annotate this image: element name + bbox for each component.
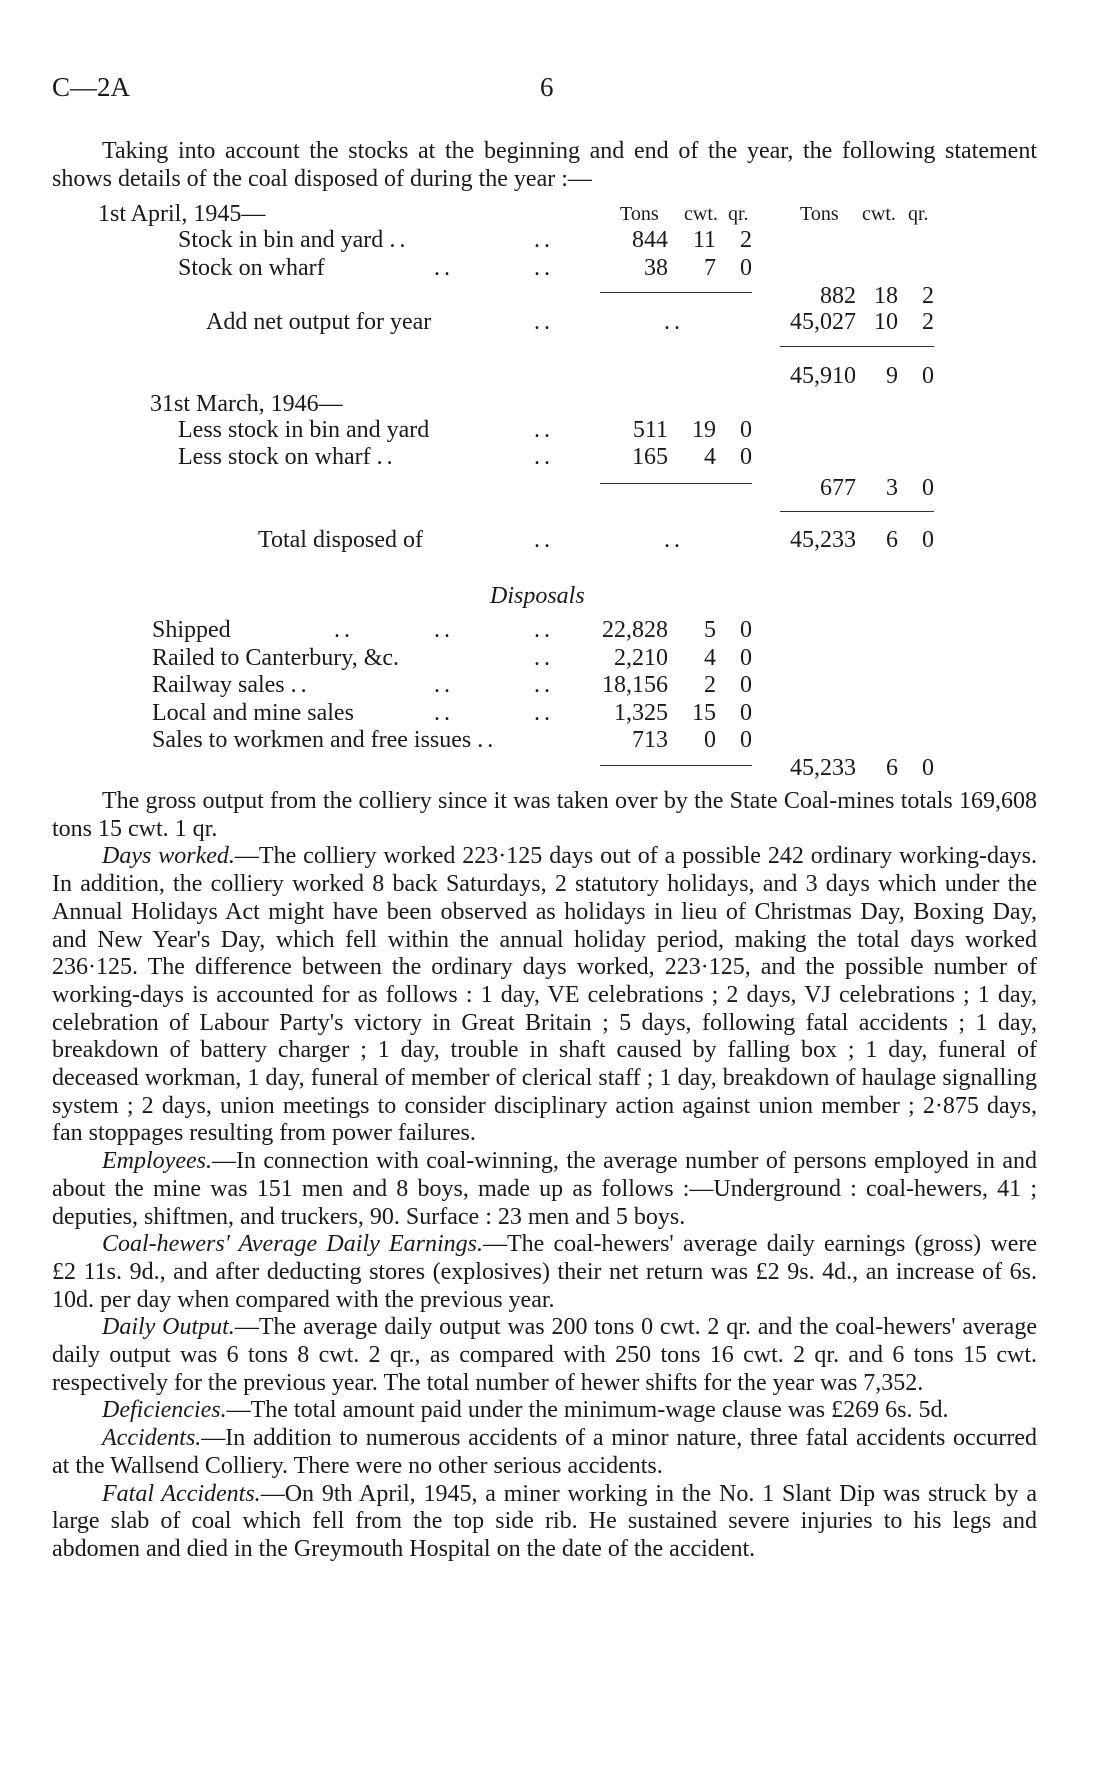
less-wharf-qr: 0 (740, 444, 752, 470)
disposal-cwt-local-mine: 15 (692, 700, 716, 726)
paragraph-days-worked: Days worked.—The colliery worked 223·125 days out of a possible 242 ordinary working-days. In addition, the colliery worked 8 back Saturdays, 2 statutory holidays, and 3 days which under the Annual Holidays Act might have been observed as holidays in lieu of Christmas Day, Boxing Day, and New Year's Day, which fell within the annual holiday period, making the total days worked 236·125. The difference between the ordinary days worked, 223·125, and the possible number of working-days is accounted for as follows : 1 day, VE celebrations ; 2 days, VJ celebrations ; 1 day, celebration of Labour Party's victory in Great Britain ; 5 days, following fatal accidents ; 1 day, breakdown of battery charger ; 1 day, trouble in shaft caused by falling box ; 1 day, funeral of deceased workman, 1 day, funeral of member of clerical staff ; 1 day, breakdown of haulage signalling system ; 2 days, union meetings to consider disciplinary action against union member ; 2·875 days, fan stoppages resulting from power failures. (52, 843, 1037, 1147)
less-bin-label: Less stock in bin and yard (178, 417, 430, 443)
disposal-qr-local-mine: 0 (740, 700, 752, 726)
paragraph-earnings: Coal-hewers' Average Daily Earnings.—The coal-hewers' average daily earnings (gross) were £2 11s. 9d., and after deducting stores (explosives) their net return was £2 9s. 4d., an increase of 6s. 10d. per day when compared with the previous year. (52, 1231, 1037, 1313)
total1-cwt: 9 (886, 363, 898, 389)
disposal-label-workmen: Sales to workmen and free issues .. (152, 727, 498, 753)
page-number: 6 (540, 72, 554, 102)
report-body (52, 788, 1037, 1564)
less-wharf-label: Less stock on wharf .. (178, 444, 397, 470)
heading-earnings: Coal-hewers' Average Daily Earnings. (102, 1231, 483, 1258)
col-head-cwt-1: cwt. (684, 203, 718, 225)
disposal-label-railed: Railed to Canterbury, &c. (152, 645, 400, 671)
less-wharf-cwt: 4 (704, 444, 716, 470)
document-page: C—2A 6 Taking into account the stocks at the beginning and end of the year, the following statement shows details of the coal disposed of during the year :— Tons cwt. qr. Tons cwt. qr. 1st April, 1945— Stock in bin and yard .. .. 844 11 2 Stock on wharf .. .. 38 7 0 882 18 2 Add net output for year .. .. 45,027 10 2 45,910 9 0 31st March, 1946— Less stock in bin and yard .. 511 19 0 Less stock on wharf .. .. 165 4 0 677 3 0 Total disposed of .. .. 45,233 6 0 Disposals Shipped .. .. .. 22,828 5 0 Railed to Canterbury, &c. .. 2,210 4 0 Railway sales .. .. .. 18,156 2 0 Local and mine sales .. .. 1,325 15 0 Sales to workmen and free issues .. 713 0 0 45,233 6 0 The gross output from the colliery since it was taken over by the State Coal-mines totals 169,608 tons 15 cwt. 1 qr. Days worked.—The colliery worked 223·125 days out of a possible 242 ordinary working-days. In addition, the colliery worked 8 back Saturdays, 2 statutory holidays, and 3 days which under the Annual Holidays Act might have been observed as holidays in lieu of Christmas Day, Boxing Day, and New Year's Day, which fell within the annual holiday period, making the total days worked 236·125. The difference between the ordinary days worked, 223·125, and the possible number of working-days is accounted for as follows : 1 day, VE celebrations ; 2 days, VJ celebrations ; 1 day, celebration of Labour Party's victory in Great Britain ; 5 days, following fatal accidents ; 1 day, breakdown of battery charger ; 1 day, trouble in shaft caused by falling box ; 1 day, funeral of deceased workman, 1 day, funeral of member of clerical staff ; 1 day, breakdown of haulage signalling system ; 2 days, union meetings to consider disciplinary action against union member ; 2·875 days, fan stoppages resulting from power failures. Employees.—In connection with coal-winning, the average number of persons employed in and about the mine was 151 men and 8 boys, made up as follows :—Underground : coal-hewers, 41 ; deputies, shiftmen, and truckers, 90. Surface : 23 men and 5 boys. Coal-hewers' Average Daily Earnings.—The coal-hewers' average daily earnings (gross) were £2 11s. 9d., and after deducting stores (explosives) their net return was £2 9s. 4d., an increase of 6s. 10d. per day when compared with the previous year. Daily Output.—The average daily output was 200 tons 0 cwt. 2 qr. and the coal-hewers' average daily output was 6 tons 8 cwt. 2 qr., as compared with 250 tons 16 cwt. 2 qr. and 6 tons 15 cwt. respectively for the previous year. The total number of hewer shifts for the year was 7,352. Deficiencies.—The total amount paid under the minimum-wage clause was £269 6s. 5d. Accidents.—In addition to numerous accidents of a minor nature, three fatal accidents occurred at the Wallsend Colliery. There were no other serious accidents. Fatal Accidents.—On 9th April, 1945, a miner working in the No. 1 Slant Dip was struck by a large slab of coal which fell from the top side rib. He sustained severe injuries to his legs and abdomen and died in the Greymouth Hospital on the date of the accident. (52, 72, 1038, 1562)
paragraph-employees: Employees.—In connection with coal-winning, the average number of persons employed in and about the mine was 151 men and 8 boys, made up as follows :—Underground : coal-hewers, 41 ; deputies, shiftmen, and truckers, 90. Surface : 23 men and 5 boys. (52, 1148, 1037, 1230)
heading-accidents: Accidents. (102, 1425, 202, 1452)
subtotal1-cwt: 18 (874, 283, 898, 309)
paragraph-daily-output: Daily Output.—The average daily output was 200 tons 0 cwt. 2 qr. and the coal-hewers' average daily output was 6 tons 8 cwt. 2 qr., as compared with 250 tons 16 cwt. 2 qr. and 6 tons 15 cwt. respectively for the previous year. The total number of hewer shifts for the year was 7,352. (52, 1314, 1037, 1396)
rule-total-disposed (780, 511, 934, 512)
col-head-tons-2: Tons (800, 203, 839, 225)
subtotal2-tons: 677 (820, 475, 856, 501)
disposals-total-tons: 45,233 (790, 755, 856, 781)
stock-wharf-label: Stock on wharf (178, 255, 325, 281)
total-disposed-qr: 0 (922, 527, 934, 553)
total-disposed-cwt: 6 (886, 527, 898, 553)
disposal-cwt-shipped: 5 (704, 617, 716, 643)
disposal-label-local-mine: Local and mine sales (152, 700, 354, 726)
stock-bin-qr: 2 (740, 227, 752, 253)
total-disposed-tons: 45,233 (790, 527, 856, 553)
disposal-tons-shipped: 22,828 (602, 617, 668, 643)
less-bin-cwt: 19 (692, 417, 716, 443)
rule-subtotal-1 (600, 292, 752, 293)
disposal-qr-railed: 0 (740, 645, 752, 671)
opening-date: 1st April, 1945— (98, 201, 266, 227)
col-head-cwt-2: cwt. (862, 203, 896, 225)
paragraph-fatal-accidents: Fatal Accidents.—On 9th April, 1945, a miner working in the No. 1 Slant Dip was struck by a large slab of coal which fell from the top side rib. He sustained severe injuries to his legs and abdomen and died in the Greymouth Hospital on the date of the accident. (52, 1480, 1038, 1562)
net-output-cwt: 10 (874, 309, 898, 335)
disposal-tons-workmen: 713 (632, 727, 668, 753)
disposal-label-shipped: Shipped (152, 617, 231, 643)
subtotal2-cwt: 3 (886, 475, 898, 501)
disposal-cwt-workmen: 0 (704, 727, 716, 753)
disposals-total-cwt: 6 (886, 755, 898, 781)
total1-qr: 0 (922, 363, 934, 389)
subtotal1-qr: 2 (922, 283, 934, 309)
net-output-tons: 45,027 (790, 309, 856, 335)
stock-wharf-qr: 0 (740, 255, 752, 281)
stock-wharf-tons: 38 (644, 255, 668, 281)
heading-fatal-accidents: Fatal Accidents. (102, 1480, 261, 1507)
heading-days-worked: Days worked. (102, 843, 235, 870)
stock-wharf-cwt: 7 (704, 255, 716, 281)
net-output-label: Add net output for year (206, 309, 432, 335)
disposal-tons-railway-sales: 18,156 (602, 672, 668, 698)
col-head-tons-1: Tons (620, 203, 659, 225)
total-disposed-label: Total disposed of (258, 527, 423, 553)
intro-paragraph: Taking into account the stocks at the beginning and end of the year, the following statement shows details of the coal disposed of during the year :— (52, 138, 1037, 192)
col-head-qr-2: qr. (908, 203, 929, 225)
disposal-tons-local-mine: 1,325 (614, 700, 668, 726)
closing-date: 31st March, 1946— (150, 391, 343, 417)
disposals-total-qr: 0 (922, 755, 934, 781)
col-head-qr-1: qr. (728, 203, 749, 225)
paragraph-deficiencies: Deficiencies.—The total amount paid under the minimum-wage clause was £269 6s. 5d. (102, 1397, 949, 1424)
paragraph-accidents: Accidents.—In addition to numerous accidents of a minor nature, three fatal accidents occurred at the Wallsend Colliery. There were no other serious accidents. (52, 1425, 1037, 1479)
stock-bin-tons: 844 (632, 227, 668, 253)
disposal-qr-workmen: 0 (740, 727, 752, 753)
rule-total-1 (780, 346, 934, 347)
less-bin-tons: 511 (632, 417, 668, 443)
stock-bin-cwt: 11 (692, 227, 716, 253)
rule-subtotal-2 (600, 483, 752, 484)
document-code: C—2A (52, 72, 131, 102)
heading-employees: Employees. (102, 1148, 212, 1175)
total1-tons: 45,910 (790, 363, 856, 389)
rule-disposals-total (600, 765, 752, 766)
less-bin-qr: 0 (740, 417, 752, 443)
subtotal1-tons: 882 (820, 283, 856, 309)
disposal-qr-railway-sales: 0 (740, 672, 752, 698)
disposals-heading: Disposals (490, 583, 585, 609)
disposal-cwt-railed: 4 (704, 645, 716, 671)
disposal-qr-shipped: 0 (740, 617, 752, 643)
less-wharf-tons: 165 (632, 444, 668, 470)
subtotal2-qr: 0 (922, 475, 934, 501)
net-output-qr: 2 (922, 309, 934, 335)
disposal-tons-railed: 2,210 (614, 645, 668, 671)
disposal-label-railway-sales: Railway sales .. (152, 672, 311, 698)
paragraph-gross-output: The gross output from the colliery since it was taken over by the State Coal-mines totals 169,608 tons 15 cwt. 1 qr. (52, 788, 1037, 842)
disposal-cwt-railway-sales: 2 (704, 672, 716, 698)
heading-deficiencies: Deficiencies. (102, 1397, 227, 1424)
stock-bin-label: Stock in bin and yard .. (178, 227, 410, 253)
heading-daily-output: Daily Output. (102, 1314, 235, 1341)
